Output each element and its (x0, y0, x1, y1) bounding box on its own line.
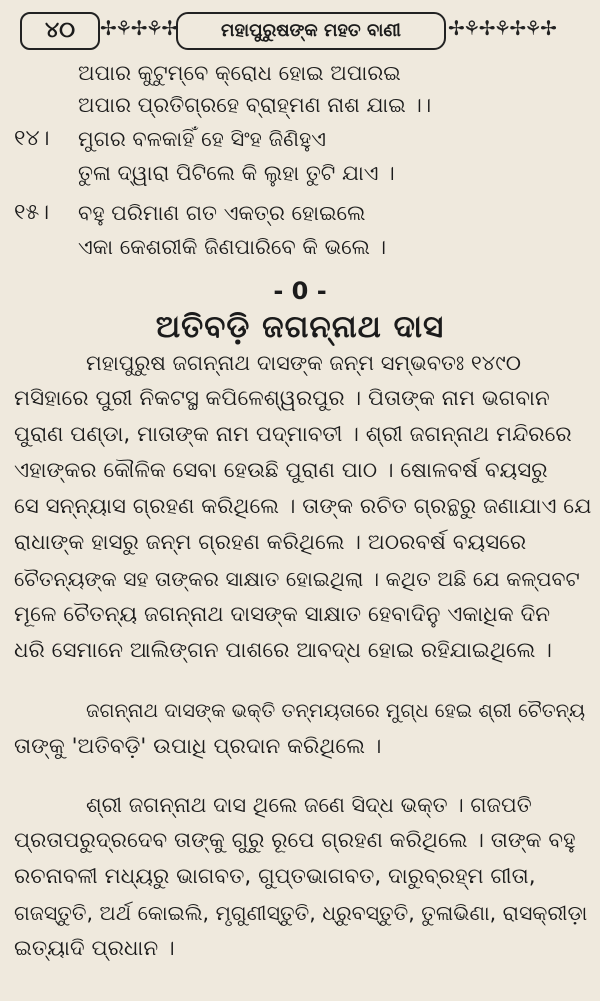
verse-line: ଅପାର କୁଟୁମ୍ବେ କ୍ରୋଧ ହୋଇ ଅପାରଇ (78, 61, 401, 85)
body-line: ଚୈତନ୍ୟଙ୍କ ସହ ତାଙ୍କର ସାକ୍ଷାତ ହୋଇଥିଲା । କଥିତ ଅଛି ଯେ କଳ୍ପବଟ (14, 567, 580, 591)
body-line: ଜଗନ୍ନାଥ ଦାସଙ୍କ ଭକ୍ତି ତନ୍ମୟତାରେ ମୁଗ୍ଧ ହେଇ ଶ୍ରୀ ଚୈତନ୍ୟ (86, 699, 586, 722)
verse-line: ଅପାର ପ୍ରତିଗ୍ରହେ ବ୍ରାହ୍ମଣ ନାଶ ଯାଇ ।। (78, 93, 432, 117)
body-line: ରାଧାଙ୍କ ହାସରୁ ଜନ୍ମ ଗ୍ରହଣ କରିଥିଲେ । ଅଠରବର୍ଷ ବୟସରେ (14, 530, 527, 555)
verse-line: ମୁଗର ବଳକାହିଁ ହେ ସିଂହ ଜିଣିହୁଏ (78, 127, 326, 151)
section-heading: ଅତିବଡ଼ି ଜଗନ୍ନାଥ ଦାସ (155, 309, 445, 345)
page-header (10, 8, 594, 48)
ornament-right-icon: ✢⚘✢⚘✢⚘✢ (448, 16, 555, 40)
verse-number: ୧୫। (14, 200, 50, 225)
body-line: ଶ୍ରୀ ଜଗନ୍ନାଥ ଦାସ ଥିଲେ ଜଣେ ସିଦ୍ଧ ଭକ୍ତ । ଗଜପତି (86, 793, 532, 817)
running-title: ମହାପୁରୁଷଙ୍କ ମହତ ବାଣୀ (176, 12, 446, 50)
body-line: ଇତ୍ୟାଦି ପ୍ରଧାନ । (14, 936, 175, 961)
verse-line: ବହୁ ପରିମାଣ ଗତ ଏକତ୍ର ହୋଇଲେ (78, 201, 366, 225)
body-line: ମସିହାରେ ପୁରୀ ନିକଟସ୍ଥ କପିଳେଶ୍ୱରପୁର । ପିତାଙ୍କ ନାମ ଭଗବାନ (14, 386, 550, 411)
section-separator: - 0 - (273, 277, 327, 305)
ornament-left-icon: ✢⚘✢⚘✢ (100, 16, 177, 40)
body-line: ପ୍ରତାପରୁଦ୍ରଦେବ ତାଙ୍କୁ ଗୁରୁ ରୂପେ ଗ୍ରହଣ କରିଥିଲେ । ତାଙ୍କ ବହୁ (14, 828, 576, 853)
body-line: ଏହାଙ୍କର କୌଳିକ ସେବା ହେଉଛି ପୁରାଣ ପାଠ । ଷୋଳବର୍ଷ ବୟସରୁ (14, 458, 548, 483)
body-line: ସେ ସନ୍ନ୍ୟାସ ଗ୍ରହଣ କରିଥିଲେ । ତାଙ୍କ ରଚିତ ଗ୍ରନ୍ଥରୁ ଜଣାଯାଏ ଯେ (14, 494, 592, 519)
body-line: ଧରି ସେମାନେ ଆଲିଙ୍ଗନ ପାଶରେ ଆବଦ୍ଧ ହୋଇ ରହିଯାଇଥିଲେ । (14, 638, 552, 663)
verse-number: ୧୪। (14, 126, 50, 151)
body-line: ତାଙ୍କୁ 'ଅତିବଡ଼ି' ଉପାଧି ପ୍ରଦାନ କରିଥିଲେ । (14, 734, 382, 759)
body-line: ପୁରାଣ ପଣ୍ଡା, ମାତାଙ୍କ ନାମ ପଦ୍ମାବତୀ । ଶ୍ରୀ ଜଗନ୍ନାଥ ମନ୍ଦିରରେ (14, 422, 572, 447)
verse-line: ତୁଳା ଦ୍ୱାରା ପିଟିଲେ କି ଲୁହା ତୁଟି ଯାଏ । (78, 161, 395, 185)
body-line: ମହାପୁରୁଷ ଜଗନ୍ନାଥ ଦାସଙ୍କ ଜନ୍ମ ସମ୍ଭବତଃ ୧୪୯୦ (86, 351, 521, 375)
body-line: ଗଜସ୍ତୁତି, ଅର୍ଥ କୋଇଲି, ମୃଗୁଣୀସ୍ତୁତି, ଧ୍ରୁବସ୍ତୁତି, ତୁଳାଭିଣା, ରାସକ୍ରୀଡ଼ା (14, 901, 588, 925)
verse-line: ଏକା କେଶରୀକି ଜିଣପାରିବେ କି ଭଲେ । (78, 235, 387, 259)
body-line: ମୂଳେ ଚୈତନ୍ୟ ଜଗନ୍ନାଥ ଦାସଙ୍କ ସାକ୍ଷାତ ହେବାଦିନୁ ଏକାଧିକ ଦିନ (14, 602, 551, 627)
page-number: ୪୦ (20, 12, 100, 50)
body-line: ରଚନାବଳୀ ମଧ୍ୟରୁ ଭାଗବତ, ଗୁପ୍ତଭାଗବତ, ଦାରୁବ୍ରହ୍ମ ଗୀତା, (14, 864, 536, 889)
